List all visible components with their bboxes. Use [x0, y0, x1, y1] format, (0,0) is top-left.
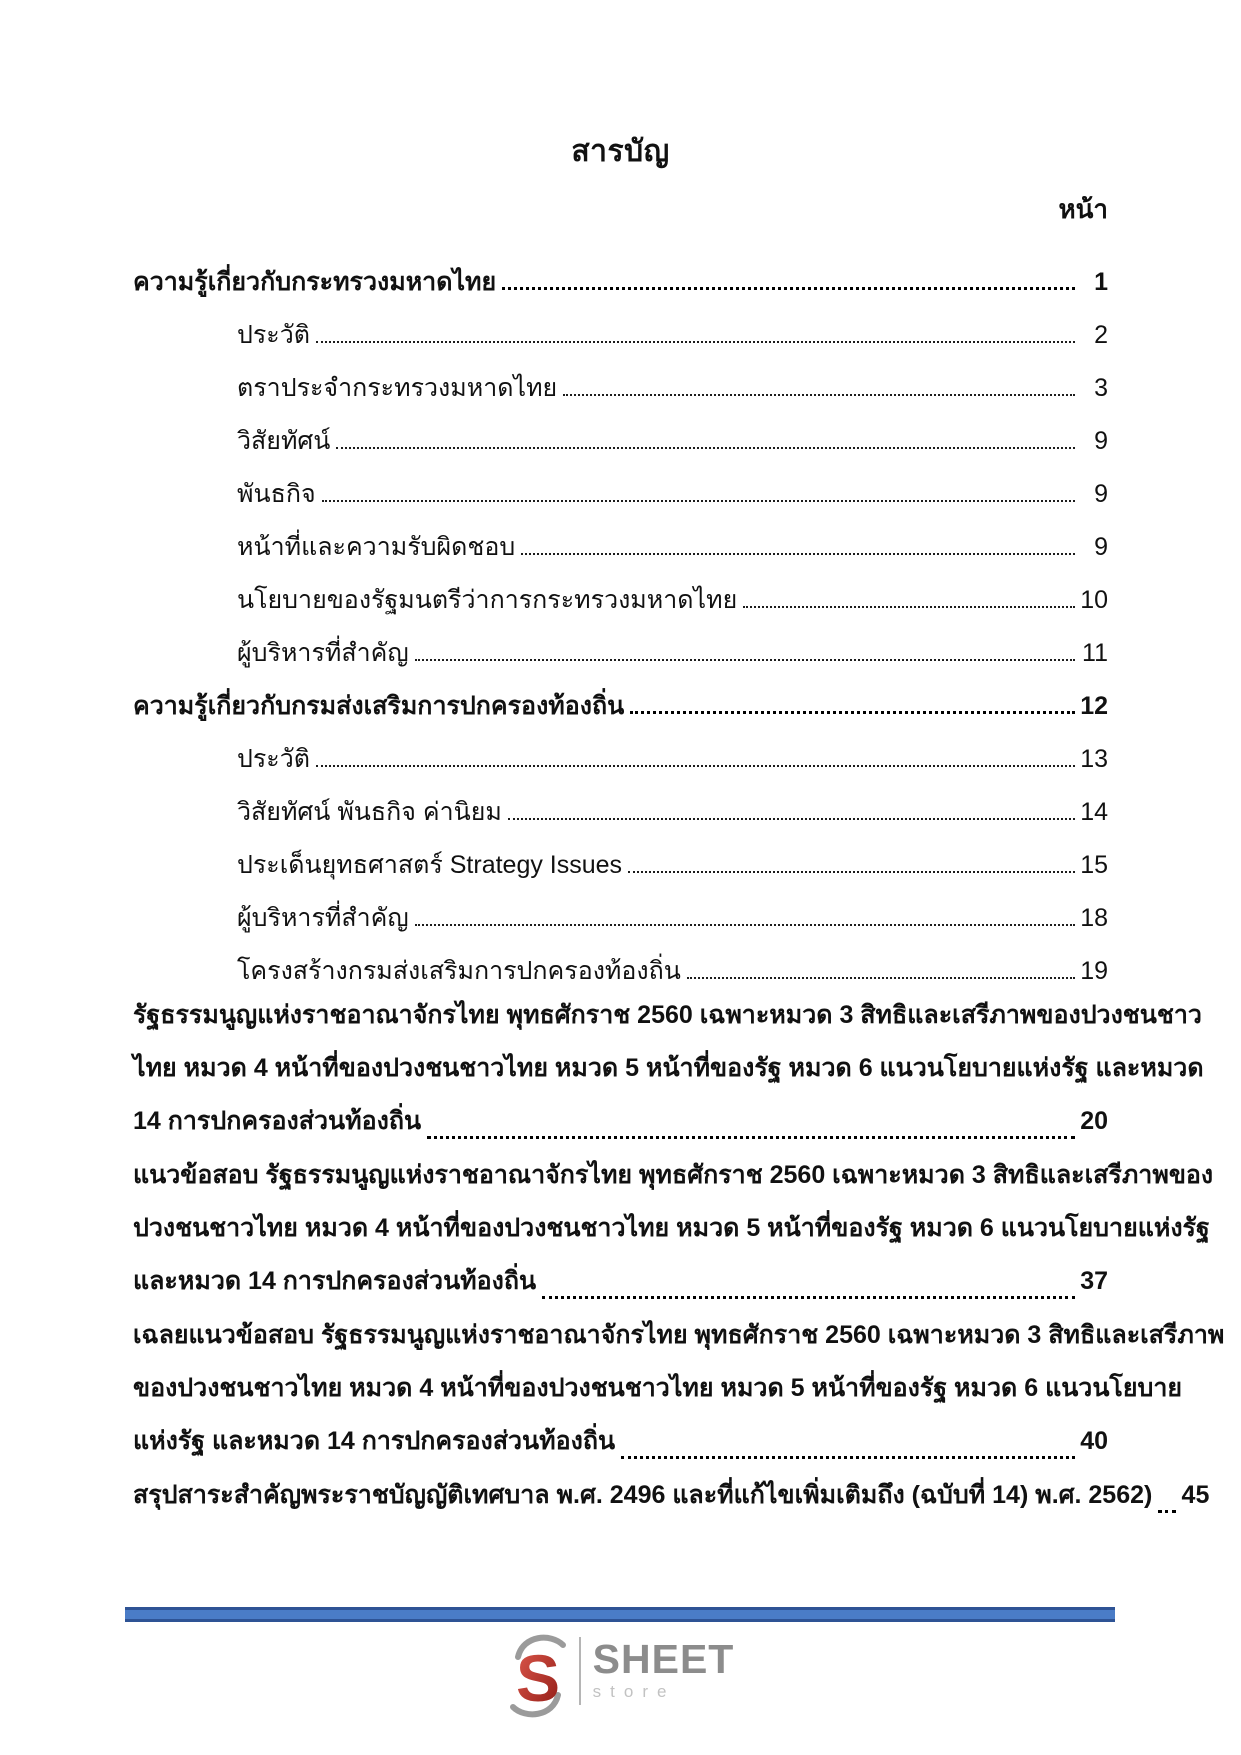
- toc-paragraph-entry: [133, 1309, 1225, 1468]
- dotted-leader: [415, 659, 1075, 661]
- toc-paragraph-line: สรุปสาระสำคัญพระราชบัญญัติเทศบาล พ.ศ. 2496 และที่แก้ไขเพิ่มเติมถึง (ฉบับที่ 14) พ.ศ. 2562): [133, 1481, 1153, 1509]
- toc-entry: [133, 458, 1108, 511]
- toc-paragraph-line: 14 การปกครองส่วนท้องถิ่น: [133, 1107, 422, 1135]
- toc-paragraph-line: ของปวงชนชาวไทย หมวด 4 หน้าที่ของปวงชนชาวไทย หมวด 5 หน้าที่ของรัฐ หมวด 6 แนวนโยบาย: [133, 1374, 1183, 1402]
- toc-entry-label: ผู้บริหารที่สำคัญ: [237, 904, 409, 932]
- toc-entry: [133, 352, 1108, 405]
- toc-entry: [133, 405, 1108, 458]
- toc-page-number: 15: [1080, 851, 1108, 879]
- toc-paragraph-line: และหมวด 14 การปกครองส่วนท้องถิ่น: [133, 1267, 537, 1295]
- toc-page-number: 19: [1080, 957, 1108, 985]
- toc-page-number: 45: [1181, 1481, 1210, 1509]
- toc-paragraph-line: แห่งรัฐ และหมวด 14 การปกครองส่วนท้องถิ่น: [133, 1427, 616, 1455]
- toc-entry-label: ประเด็นยุทธศาสตร์ Strategy Issues: [237, 851, 623, 879]
- toc-paragraph-line: ปวงชนชาวไทย หมวด 4 หน้าที่ของปวงชนชาวไทย หมวด 5 หน้าที่ของรัฐ หมวด 6 แนวนโยบายแห่งรัฐ: [133, 1214, 1210, 1242]
- dotted-leader: [502, 287, 1075, 290]
- dotted-leader: [621, 1456, 1075, 1459]
- dotted-leader: [316, 341, 1075, 343]
- logo-s-icon: [507, 1633, 569, 1719]
- dotted-leader: [316, 765, 1075, 767]
- footer-divider-bar: [125, 1607, 1115, 1622]
- toc-paragraph-last-line: [133, 1095, 1108, 1148]
- dotted-leader: [628, 871, 1075, 873]
- toc-page-number: 10: [1080, 586, 1108, 614]
- toc-page-number: 9: [1094, 480, 1108, 508]
- toc-paragraph-entry: [133, 1149, 1214, 1308]
- toc-paragraph-last-line: [133, 1415, 1108, 1468]
- toc-page-number: 20: [1080, 1107, 1108, 1135]
- brand-name: SHEET: [592, 1636, 735, 1682]
- toc-page-number: 13: [1080, 745, 1108, 773]
- toc-entry-label: ความรู้เกี่ยวกับกรมส่งเสริมการปกครองท้องถิ่น: [133, 692, 625, 720]
- brand-subtitle: store: [592, 1682, 676, 1701]
- dotted-leader: [322, 500, 1075, 502]
- toc-page-number: 11: [1082, 639, 1108, 667]
- toc-paragraph-line: ไทย หมวด 4 หน้าที่ของปวงชนชาวไทย หมวด 5 หน้าที่ของรัฐ หมวด 6 แนวนโยบายแห่งรัฐ และหมวด: [133, 1054, 1204, 1082]
- toc-page-number: 18: [1080, 904, 1108, 932]
- toc-paragraph-line: แนวข้อสอบ รัฐธรรมนูญแห่งราชอาณาจักรไทย พุทธศักราช 2560 เฉพาะหมวด 3 สิทธิและเสรีภาพของ: [133, 1161, 1214, 1189]
- toc-entry: [133, 617, 1108, 670]
- toc-paragraph-entry: [133, 1469, 1210, 1522]
- toc-page-number: 14: [1080, 798, 1108, 826]
- toc-entry-label: ผู้บริหารที่สำคัญ: [237, 639, 409, 667]
- toc-entry: [133, 299, 1108, 352]
- toc-entry-label: ตราประจำกระทรวงมหาดไทย: [237, 374, 558, 402]
- toc-entry: [133, 776, 1108, 829]
- toc-page-number: 9: [1094, 533, 1108, 561]
- dotted-leader: [743, 606, 1075, 608]
- footer-logo-area: [0, 1633, 1241, 1719]
- toc-paragraph-line: รัฐธรรมนูญแห่งราชอาณาจักรไทย พุทธศักราช 2560 เฉพาะหมวด 3 สิทธิและเสรีภาพของปวงชนชาว: [133, 1001, 1202, 1029]
- logo-text-block: [593, 1633, 735, 1702]
- toc-page-number: 1: [1094, 268, 1108, 296]
- toc-entry: [133, 829, 1108, 882]
- toc-paragraph-last-line: [133, 1255, 1108, 1308]
- page-title: สารบัญ: [571, 135, 670, 168]
- dotted-leader: [542, 1296, 1075, 1299]
- dotted-leader: [508, 818, 1075, 820]
- dotted-leader: [521, 553, 1075, 555]
- svg-text:S: S: [515, 1641, 560, 1715]
- toc-entry-label: ประวัติ: [237, 321, 310, 349]
- toc-entry: [133, 246, 1108, 299]
- toc-entry-label: วิสัยทัศน์ พันธกิจ ค่านิยม: [237, 798, 502, 826]
- toc-page-number: 12: [1080, 692, 1108, 720]
- toc-entry: [133, 935, 1108, 988]
- toc-page-number: 37: [1080, 1267, 1108, 1295]
- toc-entry-label: ประวัติ: [237, 745, 310, 773]
- toc-entry-label: โครงสร้างกรมส่งเสริมการปกครองท้องถิ่น: [237, 957, 681, 985]
- toc-paragraph-list: [133, 989, 1225, 1522]
- dotted-leader: [415, 924, 1075, 926]
- sheet-store-logo: [507, 1633, 735, 1719]
- toc-entry: [133, 511, 1108, 564]
- toc-entry: [133, 723, 1108, 776]
- toc-entry-label: พันธกิจ: [237, 480, 316, 508]
- toc-entry: [133, 882, 1108, 935]
- logo-divider: [579, 1637, 581, 1705]
- dotted-leader: [427, 1136, 1075, 1139]
- toc-page-number: 9: [1094, 427, 1108, 455]
- toc-entry-label: วิสัยทัศน์: [237, 427, 331, 455]
- dotted-leader: [563, 394, 1075, 396]
- dotted-leader: [1158, 1510, 1176, 1513]
- toc-page-number: 2: [1094, 321, 1108, 349]
- dotted-leader: [687, 977, 1075, 979]
- toc-paragraph-line: เฉลยแนวข้อสอบ รัฐธรรมนูญแห่งราชอาณาจักรไทย พุทธศักราช 2560 เฉพาะหมวด 3 สิทธิและเสรีภาพ: [133, 1321, 1225, 1349]
- page-column-label: หน้า: [1058, 194, 1108, 224]
- dotted-leader: [336, 447, 1075, 449]
- dotted-leader: [630, 711, 1075, 714]
- toc-entry-label: นโยบายของรัฐมนตรีว่าการกระทรวงมหาดไทย: [237, 586, 738, 614]
- toc-entry: [133, 670, 1108, 723]
- toc-entry: [133, 564, 1108, 617]
- toc-paragraph-entry: [133, 989, 1204, 1148]
- toc-entry-label: ความรู้เกี่ยวกับกระทรวงมหาดไทย: [133, 268, 497, 296]
- toc-page-number: 3: [1094, 374, 1108, 402]
- toc-paragraph-last-line: [133, 1469, 1210, 1522]
- toc-list: [133, 246, 1108, 988]
- toc-page-number: 40: [1080, 1427, 1108, 1455]
- toc-entry-label: หน้าที่และความรับผิดชอบ: [237, 533, 516, 561]
